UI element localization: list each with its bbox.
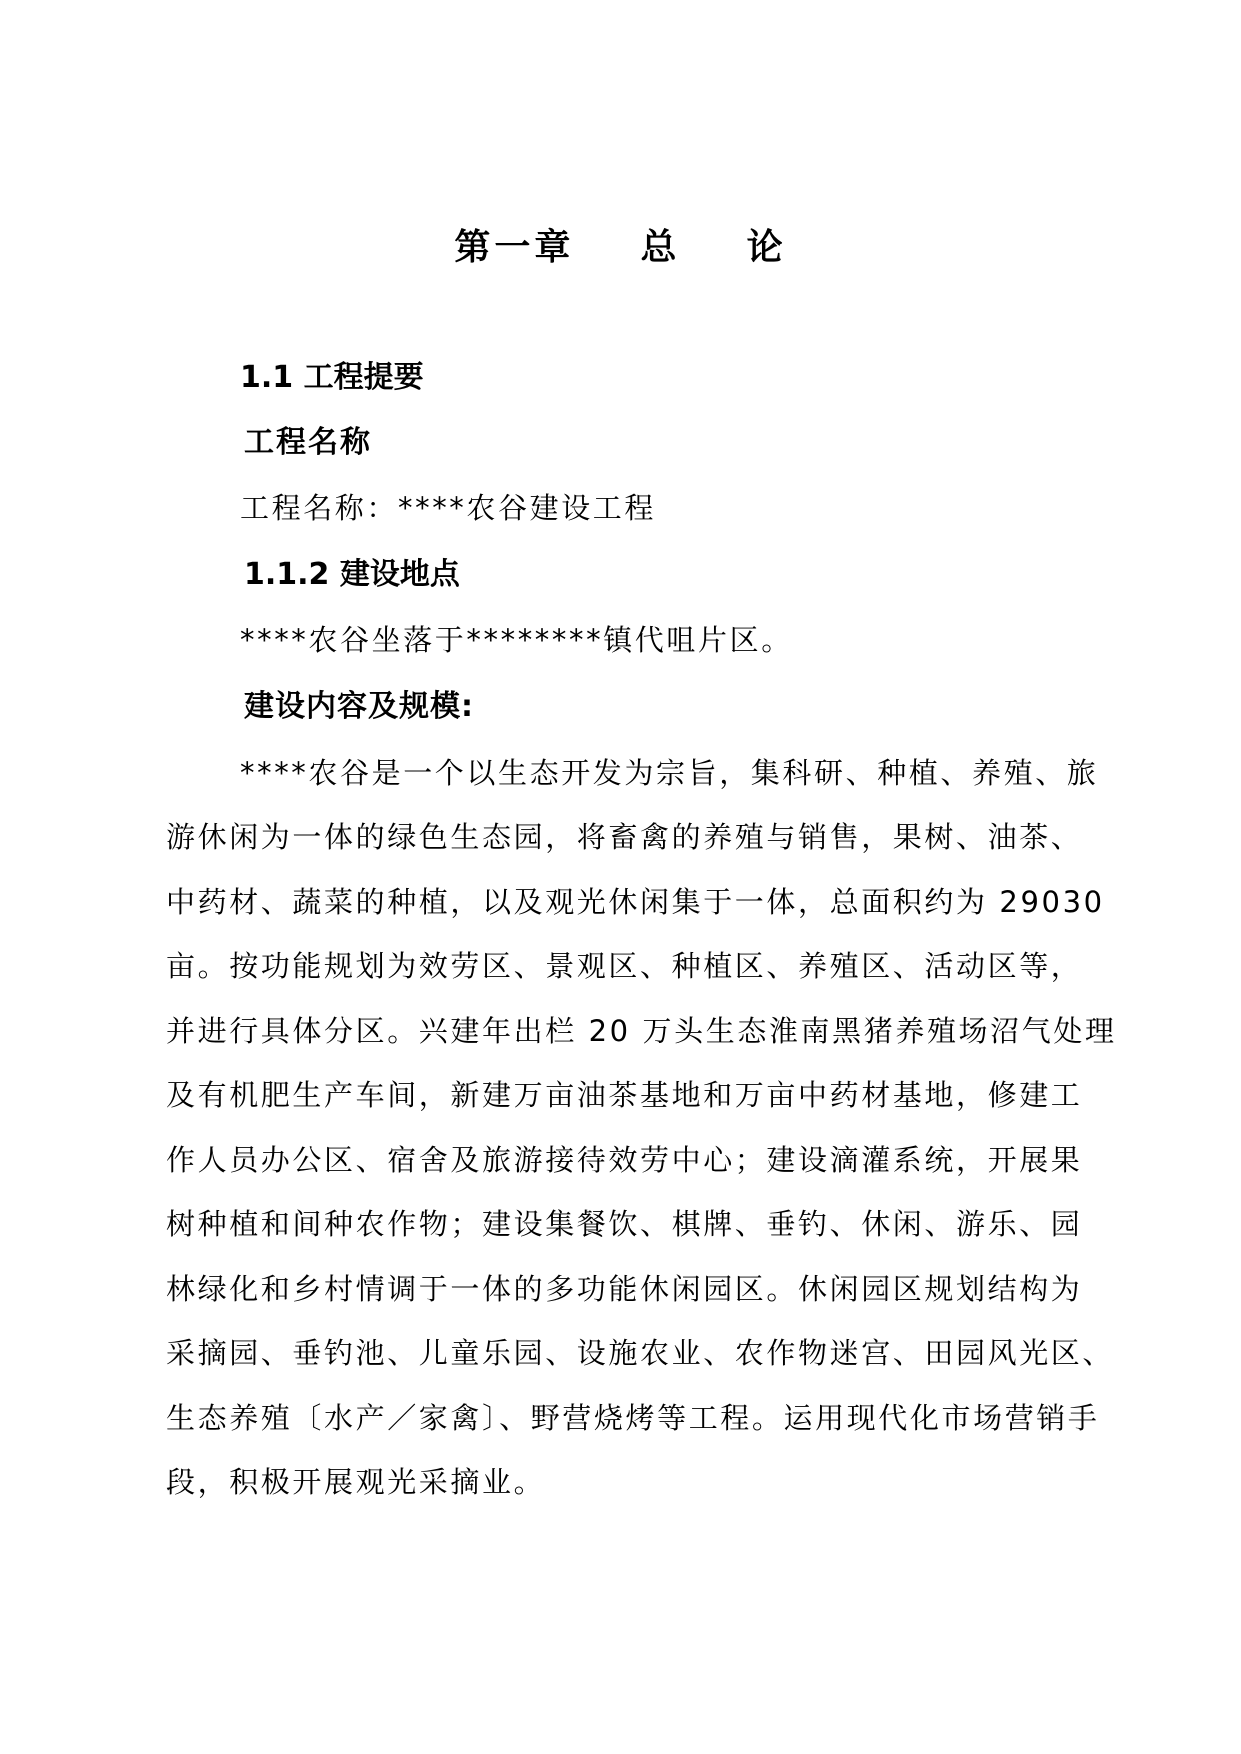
body-line: ****农谷是一个以生态开发为宗旨，集科研、种植、养殖、旅 xyxy=(240,756,1099,790)
body-line: 作人员办公区、宿舍及旅游接待效劳中心；建设滴灌系统，开展果 xyxy=(166,1143,1083,1177)
body-line: 及有机肥生产车间，新建万亩油茶基地和万亩中药材基地，修建工 xyxy=(166,1078,1083,1112)
body-line: 游休闲为一体的绿色生态园，将畜禽的养殖与销售，果树、油茶、 xyxy=(166,820,1083,854)
subsection-heading-scope: 建设内容及规模: xyxy=(244,689,474,724)
body-line: 树种植和间种农作物；建设集餐饮、棋牌、垂钓、休闲、游乐、园 xyxy=(166,1207,1083,1241)
chapter-title: 第一章 总 论 xyxy=(454,227,787,268)
subsection-heading-project-name: 工程名称 xyxy=(244,425,372,460)
body-line: 生态养殖〔水产／家禽〕、野营烧烤等工程。运用现代化市场营销手 xyxy=(166,1401,1100,1435)
body-line: 段，积极开展观光采摘业。 xyxy=(166,1465,546,1499)
location-line: ****农谷坐落于********镇代咀片区。 xyxy=(240,623,793,657)
subsection-heading-location: 1.1.2 建设地点 xyxy=(244,557,460,592)
body-line: 并进行具体分区。兴建年出栏 20 万头生态淮南黑猪养殖场沼气处理 xyxy=(166,1014,1117,1048)
body-line: 林绿化和乡村情调于一体的多功能休闲园区。休闲园区规划结构为 xyxy=(166,1272,1083,1306)
section-heading-1-1: 1.1 工程提要 xyxy=(240,360,424,395)
body-line: 采摘园、垂钓池、儿童乐园、设施农业、农作物迷宫、田园风光区、 xyxy=(166,1336,1115,1370)
body-line: 中药材、蔬菜的种植，以及观光休闲集于一体，总面积约为 29030 xyxy=(166,885,1105,919)
body-line: 亩。按功能规划为效劳区、景观区、种植区、养殖区、活动区等， xyxy=(166,949,1083,983)
project-name-line: 工程名称：****农谷建设工程 xyxy=(240,491,657,525)
